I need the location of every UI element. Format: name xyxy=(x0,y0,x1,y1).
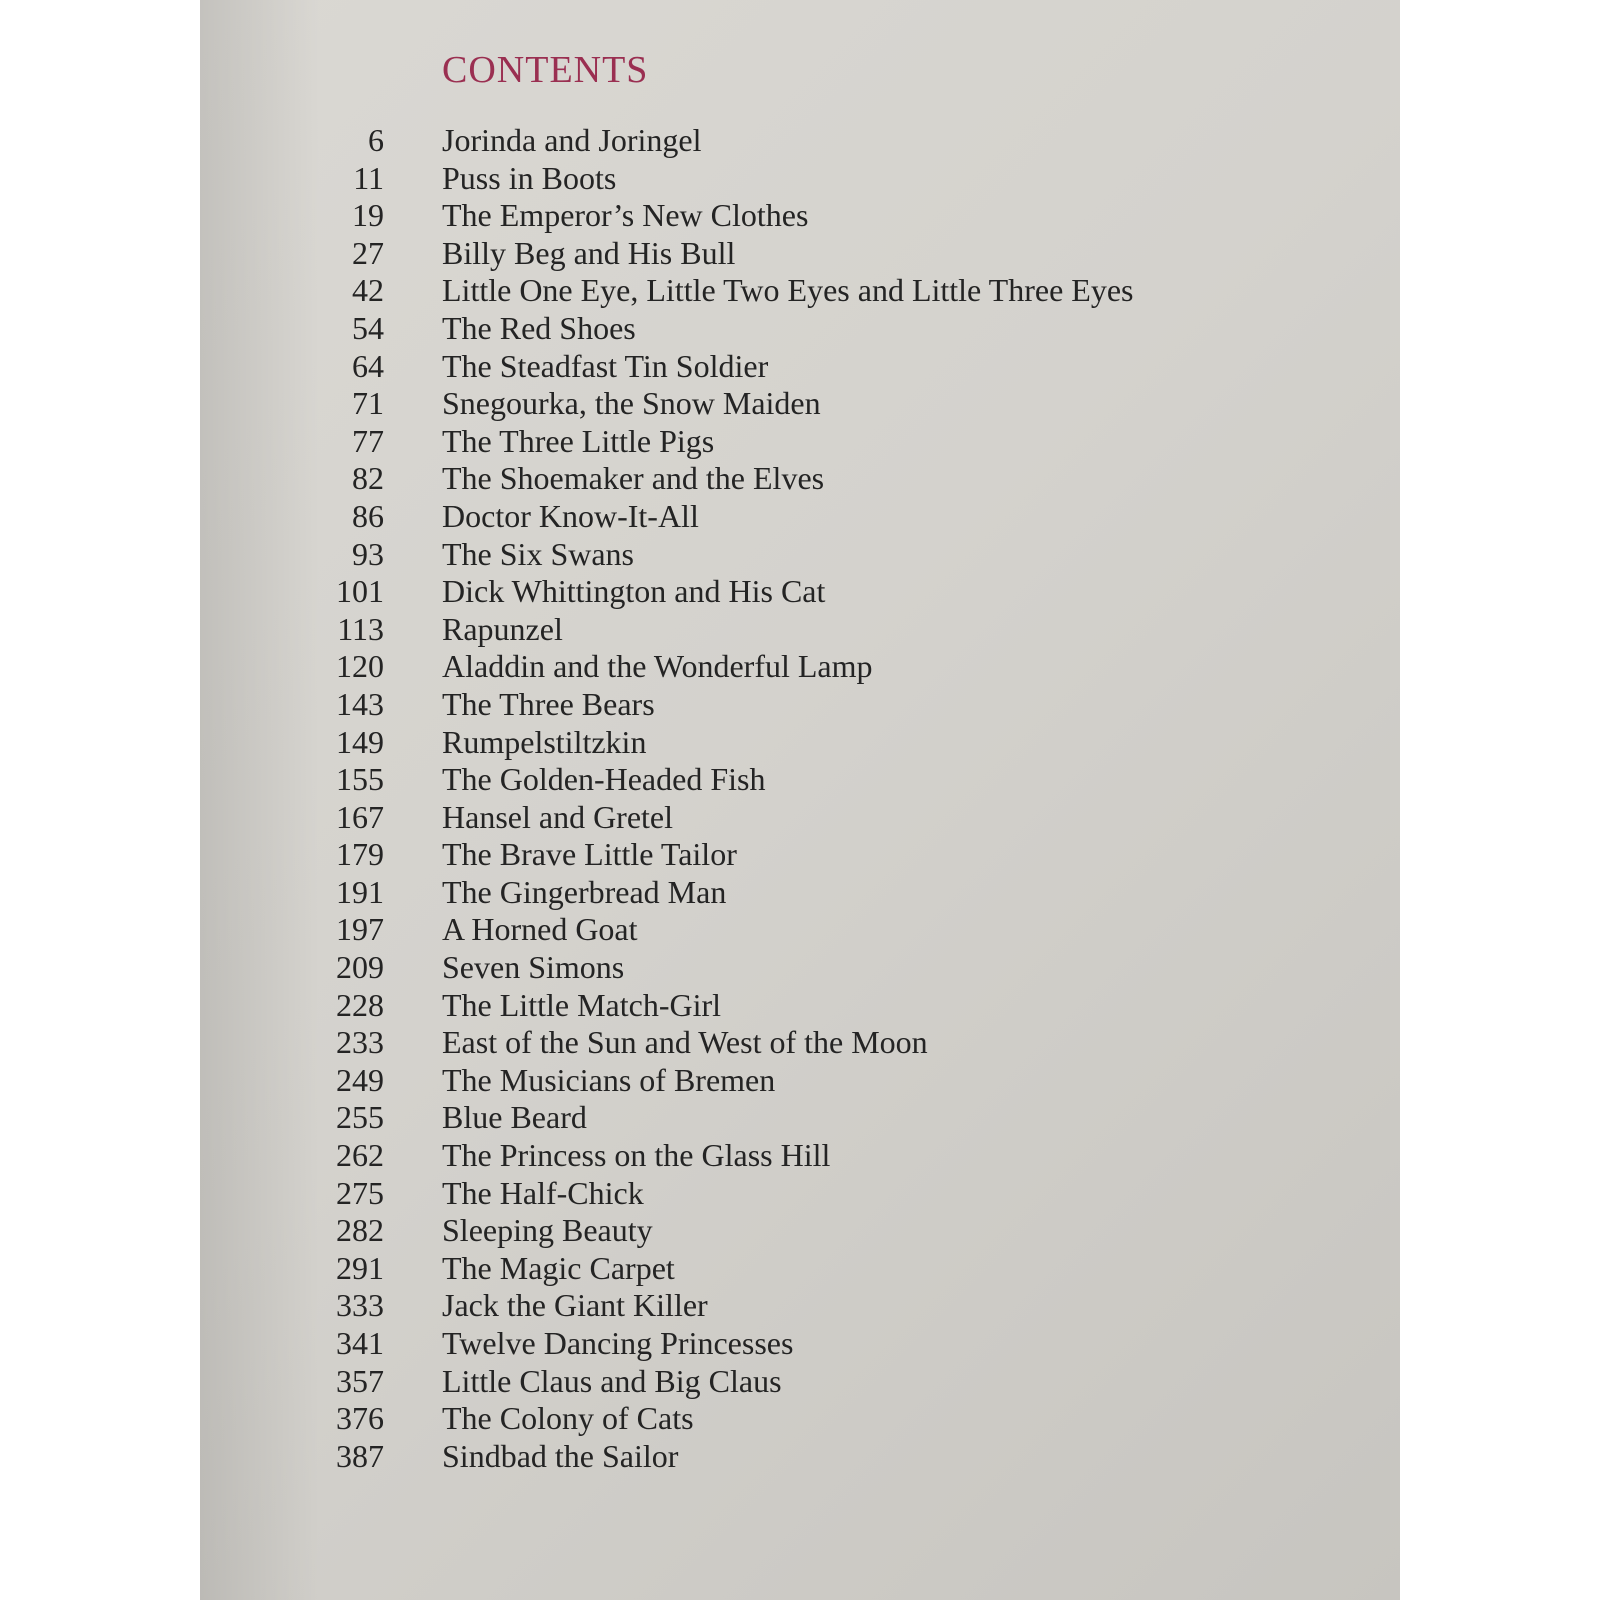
toc-entry xyxy=(300,310,1380,348)
toc-page-number: 101 xyxy=(336,573,384,610)
toc-page-number: 143 xyxy=(336,685,384,722)
toc-page-number: 149 xyxy=(336,723,384,760)
toc-entry xyxy=(300,686,1380,724)
toc-entry xyxy=(300,1438,1380,1476)
toc-entry xyxy=(300,1137,1380,1175)
toc-entry xyxy=(300,197,1380,235)
toc-page-number: 291 xyxy=(336,1249,384,1286)
toc-story-title: Blue Beard xyxy=(442,1099,587,1136)
toc-story-title: Snegourka, the Snow Maiden xyxy=(442,385,821,422)
toc-entry xyxy=(300,611,1380,649)
toc-page-number: 113 xyxy=(337,610,384,647)
toc-entry xyxy=(300,1175,1380,1213)
toc-entry xyxy=(300,536,1380,574)
page-edge xyxy=(1400,0,1600,1600)
toc-page-number: 71 xyxy=(352,385,384,422)
toc-page-number: 11 xyxy=(353,159,384,196)
toc-entry xyxy=(300,1363,1380,1401)
toc-story-title: Jorinda and Joringel xyxy=(442,122,702,158)
toc-story-title: The Three Bears xyxy=(442,685,655,722)
toc-entry xyxy=(300,836,1380,874)
toc-page-number: 77 xyxy=(352,422,384,459)
contents-heading: CONTENTS xyxy=(442,49,649,91)
toc-story-title: Sleeping Beauty xyxy=(442,1212,653,1249)
toc-page-number: 27 xyxy=(352,234,384,271)
toc-page-number: 42 xyxy=(352,272,384,309)
toc-entry xyxy=(300,460,1380,498)
toc-entry xyxy=(300,987,1380,1025)
toc-story-title: Billy Beg and His Bull xyxy=(442,234,736,271)
toc-entry xyxy=(300,1062,1380,1100)
toc-page-number: 191 xyxy=(336,873,384,910)
toc-story-title: The Brave Little Tailor xyxy=(442,836,737,873)
toc-story-title: Rumpelstiltzkin xyxy=(442,723,647,760)
toc-story-title: Aladdin and the Wonderful Lamp xyxy=(442,648,873,685)
toc-story-title: Seven Simons xyxy=(442,949,625,986)
toc-entry xyxy=(300,761,1380,799)
toc-entry xyxy=(300,1099,1380,1137)
toc-page-number: 387 xyxy=(336,1437,384,1474)
toc-entry xyxy=(300,1287,1380,1325)
toc-story-title: Dick Whittington and His Cat xyxy=(442,573,826,610)
toc-entry xyxy=(300,911,1380,949)
contents-list xyxy=(300,122,1380,1475)
toc-page-number: 64 xyxy=(352,347,384,384)
toc-page-number: 249 xyxy=(336,1061,384,1098)
toc-entry xyxy=(300,724,1380,762)
toc-page-number: 82 xyxy=(352,460,384,497)
toc-story-title: The Gingerbread Man xyxy=(442,873,727,910)
toc-story-title: The Six Swans xyxy=(442,535,634,572)
toc-story-title: The Magic Carpet xyxy=(442,1249,675,1286)
toc-entry xyxy=(300,160,1380,198)
toc-entry xyxy=(300,648,1380,686)
toc-entry xyxy=(300,122,1380,160)
toc-entry xyxy=(300,1400,1380,1438)
toc-entry xyxy=(300,799,1380,837)
toc-page-number: 376 xyxy=(336,1400,384,1437)
toc-page-number: 86 xyxy=(352,497,384,534)
toc-story-title: A Horned Goat xyxy=(442,911,638,948)
toc-page-number: 357 xyxy=(336,1362,384,1399)
toc-entry xyxy=(300,272,1380,310)
toc-entry xyxy=(300,949,1380,987)
toc-page-number: 179 xyxy=(336,836,384,873)
toc-story-title: The Musicians of Bremen xyxy=(442,1061,776,1098)
toc-story-title: The Golden-Headed Fish xyxy=(442,761,766,798)
toc-story-title: Jack the Giant Killer xyxy=(442,1287,708,1324)
toc-entry xyxy=(300,1024,1380,1062)
toc-story-title: The Half-Chick xyxy=(442,1174,644,1211)
toc-entry xyxy=(300,385,1380,423)
toc-page-number: 228 xyxy=(336,986,384,1023)
toc-story-title: Little One Eye, Little Two Eyes and Little Three Eyes xyxy=(442,272,1134,309)
toc-story-title: Rapunzel xyxy=(442,610,563,647)
toc-page-number: 54 xyxy=(352,309,384,346)
toc-entry xyxy=(300,423,1380,461)
toc-story-title: The Steadfast Tin Soldier xyxy=(442,347,769,384)
toc-story-title: Twelve Dancing Princesses xyxy=(442,1325,794,1361)
toc-entry xyxy=(300,1212,1380,1250)
toc-story-title: East of the Sun and West of the Moon xyxy=(442,1024,928,1061)
toc-story-title: Hansel and Gretel xyxy=(442,798,674,835)
toc-page-number: 282 xyxy=(336,1212,384,1249)
toc-page-number: 233 xyxy=(336,1024,384,1061)
toc-page-number: 167 xyxy=(336,798,384,835)
toc-entry xyxy=(300,1250,1380,1288)
toc-story-title: The Red Shoes xyxy=(442,309,636,346)
toc-page-number: 255 xyxy=(336,1099,384,1136)
toc-story-title: The Shoemaker and the Elves xyxy=(442,460,825,497)
toc-page-number: 209 xyxy=(336,949,384,986)
toc-story-title: The Three Little Pigs xyxy=(442,422,715,459)
toc-story-title: Puss in Boots xyxy=(442,159,617,196)
toc-page-number: 262 xyxy=(336,1137,384,1174)
toc-page-number: 93 xyxy=(352,535,384,572)
toc-entry xyxy=(300,235,1380,273)
toc-page-number: 197 xyxy=(336,911,384,948)
toc-page-number: 275 xyxy=(336,1174,384,1211)
toc-page-number: 333 xyxy=(336,1287,384,1324)
toc-story-title: Little Claus and Big Claus xyxy=(442,1362,782,1399)
toc-story-title: Sindbad the Sailor xyxy=(442,1437,679,1474)
toc-page-number: 120 xyxy=(336,648,384,685)
toc-entry xyxy=(300,874,1380,912)
toc-entry xyxy=(300,1325,1380,1363)
toc-entry xyxy=(300,573,1380,611)
toc-story-title: Doctor Know-It-All xyxy=(442,497,699,534)
toc-entry xyxy=(300,348,1380,386)
toc-story-title: The Emperor’s New Clothes xyxy=(442,197,809,234)
toc-story-title: The Colony of Cats xyxy=(442,1400,694,1437)
toc-entry xyxy=(300,498,1380,536)
toc-page-number: 19 xyxy=(352,197,384,234)
toc-page-number: 6 xyxy=(368,122,384,158)
toc-story-title: The Princess on the Glass Hill xyxy=(442,1137,831,1174)
toc-story-title: The Little Match-Girl xyxy=(442,986,722,1023)
toc-page-number: 341 xyxy=(336,1325,384,1361)
toc-page-number: 155 xyxy=(336,761,384,798)
